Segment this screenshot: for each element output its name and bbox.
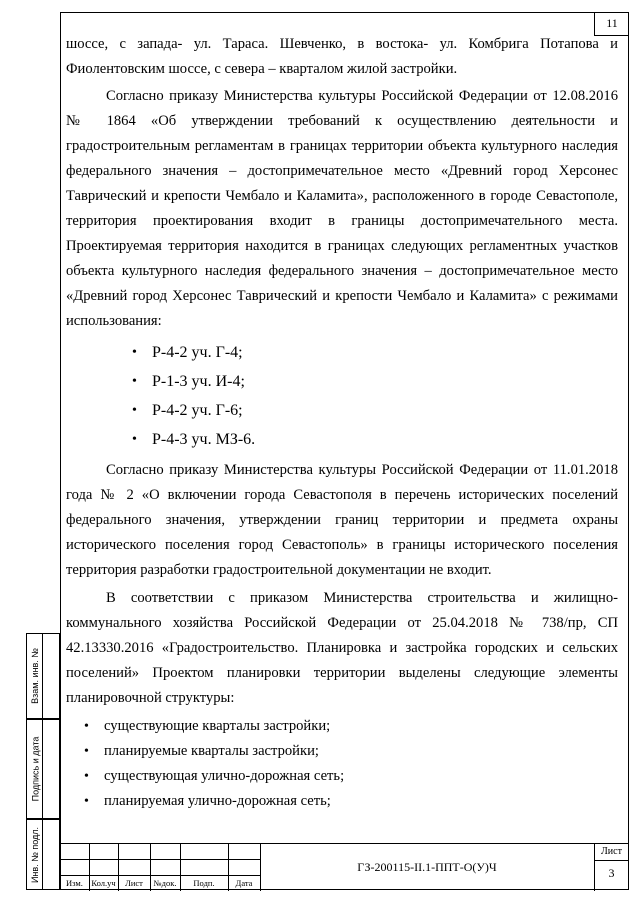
page-number: 11 — [594, 12, 629, 36]
side-stamp-podpis — [26, 719, 60, 819]
side-label-podpis: Подпись и дата — [30, 736, 41, 802]
col-list: Лист — [125, 878, 143, 888]
side-label-inv: Инв. № подл. — [30, 826, 40, 883]
list-item: • Р-4-2 уч. Г-6; — [66, 396, 618, 425]
list-item: • существующая улично-дорожная сеть; — [66, 764, 618, 789]
paragraph-4: В соответствии с приказом Министерства строительства и жилищно-коммунального хозяйства Российской Федерации от 25.04.2018 № 738/пр, СП 42.13330.2016 «Градостроительство. Планировка и застройка городских и сельских поселений» Проектом планировки территории выделены следующие элементы планировочной структуры: — [66, 590, 618, 706]
paragraph-3: Согласно приказу Министерства культуры Российской Федерации от 11.01.2018 года № 2 «О включении города Севастополя в перечень исторических поселений федерального значения, утверждении границ территории и предмета охраны исторического поселения город Севастополь» в границы исторического поселения территория разработки градостроительной документации не входит. — [66, 462, 618, 578]
col-kol: Кол.уч — [91, 878, 116, 888]
sheet-number: 3 — [608, 866, 615, 880]
document-code: ГЗ-200115-II.1-ППТ-О(У)Ч — [357, 860, 497, 874]
sheet-label: Лист — [601, 846, 622, 857]
regime-list — [66, 338, 618, 454]
list-item: • существующие кварталы застройки; — [66, 714, 618, 739]
col-data: Дата — [235, 878, 253, 888]
side-stamp-inv — [26, 819, 60, 890]
side-stamp-vzam — [26, 633, 60, 719]
list-item: • Р-4-2 уч. Г-4; — [66, 338, 618, 367]
col-podp: Подп. — [193, 878, 215, 888]
col-izm: Изм. — [66, 878, 83, 888]
paragraph-1: шоссе, с запада- ул. Тараса. Шевченко, в востока- ул. Комбрига Потапова и Фиолентовским шоссе, с севера – кварталом жилой застройки. — [66, 36, 618, 77]
list-item: • Р-1-3 уч. И-4; — [66, 367, 618, 396]
paragraph-2: Согласно приказу Министерства культуры Российской Федерации от 12.08.2016 № 1864 «Об утверждении требований к осуществлению деятельности и градостроительным регламентам в границах территории объекта культурного наследия федерального значения – достопримечательное место «Древний город Херсонес Таврический и крепости Чембало и Каламита», расположенного в городе Севастополе, территория проектирования входит в границы достопримечательного места. Проектируемая территория находится в границах следующих регламентных участков объекта культурного наследия федерального значения – достопримечательное место «Древний город Херсонес Таврический и крепости Чембало и Каламита» с режимами использования: — [66, 88, 618, 329]
list-item: • планируемые кварталы застройки; — [66, 739, 618, 764]
title-block — [60, 843, 629, 890]
structure-elements-list — [66, 714, 618, 814]
col-ndok: №док. — [153, 878, 177, 888]
side-label-vzam: Взам. инв. № — [30, 648, 41, 704]
document-body — [66, 32, 618, 814]
list-item: • планируемая улично-дорожная сеть; — [66, 789, 618, 814]
list-item: • Р-4-3 уч. МЗ-6. — [66, 425, 618, 454]
